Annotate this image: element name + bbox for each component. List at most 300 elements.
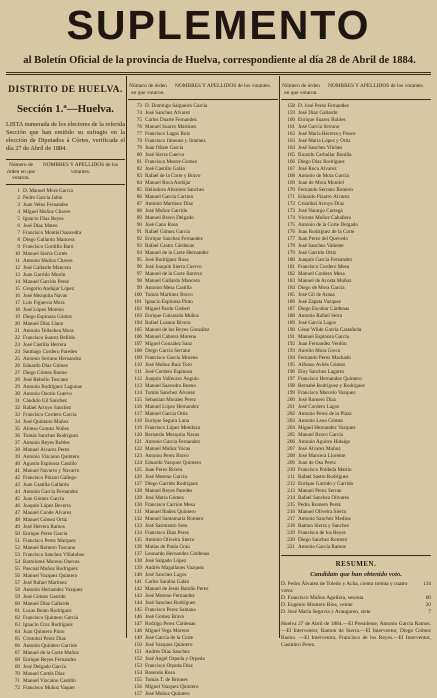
voter-row bbox=[128, 397, 278, 404]
voter-name: D. José Perez Fernandez bbox=[298, 103, 349, 109]
voter-row bbox=[6, 391, 125, 398]
voter-name: José Gallardo Mancera bbox=[23, 264, 71, 271]
voter-name: Rodrigo Perez Cárdenas bbox=[145, 621, 196, 627]
voter-name: Francisco Montiel Saavedra bbox=[23, 229, 82, 236]
voter-number: 18 bbox=[14, 306, 20, 313]
voter-number: 83 bbox=[136, 173, 142, 179]
voter-name: Enrique Sanchez Fernandez bbox=[145, 236, 203, 242]
voter-row bbox=[128, 509, 278, 516]
voter-number: 130 bbox=[134, 502, 142, 508]
voter-row bbox=[6, 377, 125, 384]
voter-name: Lucas Beato Rodríguez bbox=[23, 607, 72, 614]
voter-number: 122 bbox=[134, 446, 142, 452]
voter-name: Manuel Sierra Cortés bbox=[23, 250, 68, 257]
voter-row bbox=[6, 286, 125, 293]
voter-number: 156 bbox=[134, 684, 142, 690]
voter-number: 110 bbox=[134, 362, 142, 368]
voter-number: 91 bbox=[136, 229, 142, 235]
voter-number: 95 bbox=[136, 257, 142, 263]
voter-name: Andrés Magallanes Vazquez bbox=[145, 565, 204, 571]
voter-name: D. Manuel Mora García bbox=[23, 187, 73, 194]
voter-number: 41 bbox=[14, 467, 20, 474]
voter-number: 2 bbox=[17, 194, 20, 201]
voter-row bbox=[6, 475, 125, 482]
voter-number: 32 bbox=[14, 404, 20, 411]
voter-number: 93 bbox=[136, 243, 142, 249]
voter-name: Manuel López Hernandez bbox=[145, 404, 199, 410]
voter-name: Heliodoro Abrantes Sanchez bbox=[145, 187, 205, 193]
voter-number: 216 bbox=[287, 509, 295, 515]
voter-number: 23 bbox=[14, 341, 20, 348]
voter-row bbox=[128, 103, 278, 110]
voter-number: 88 bbox=[136, 208, 142, 214]
voter-row bbox=[128, 523, 278, 530]
voter-row bbox=[281, 208, 431, 215]
voter-number: 89 bbox=[136, 215, 142, 221]
voter-row bbox=[128, 453, 278, 460]
voter-row bbox=[128, 110, 278, 117]
voter-number: 14 bbox=[14, 278, 20, 285]
header-voter-names: NOMBRES Y APELLIDOS de los votantes. bbox=[42, 162, 119, 175]
voter-row bbox=[128, 215, 278, 222]
voter-number: 112 bbox=[134, 376, 142, 382]
voter-row bbox=[128, 439, 278, 446]
voter-number: 12 bbox=[14, 264, 20, 271]
voter-number: 143 bbox=[134, 593, 142, 599]
section-heading: Sección 1.ª—Huelva. bbox=[16, 103, 115, 115]
voter-name: Joaquin Vallecaro Ángulo bbox=[145, 376, 199, 382]
voter-row bbox=[281, 152, 431, 159]
voter-name: Antonio Rafael Serra bbox=[298, 313, 343, 319]
voter-number: 215 bbox=[287, 502, 295, 508]
voter-row bbox=[128, 271, 278, 278]
voter-row bbox=[6, 454, 125, 461]
voter-name: Rafael Lozano Rivera bbox=[145, 320, 191, 326]
voter-name: José Vazquez Quintero bbox=[145, 642, 193, 648]
voter-list-2 bbox=[128, 103, 278, 698]
voter-name: Francisco Poldeda Martin bbox=[298, 467, 352, 473]
voter-name: José Rebollo Toscano bbox=[23, 376, 69, 383]
voter-name: Manuel García Carrion bbox=[145, 194, 194, 200]
voter-name: José María Gómez bbox=[145, 495, 184, 501]
voter-number: 71 bbox=[14, 677, 20, 684]
voter-name: Manuel Santamaria Romero bbox=[145, 516, 204, 522]
voter-number: 214 bbox=[287, 495, 295, 501]
voter-name: Enrique Guisasola Muñoz bbox=[145, 313, 200, 319]
voter-name: Enrique Suarez Robles bbox=[298, 117, 346, 123]
voter-name: José Romero Díaz bbox=[298, 397, 337, 403]
voter-name: Diego Díaz Rodríguez bbox=[298, 159, 345, 165]
voter-row bbox=[6, 468, 125, 475]
voter-name: José García Lagos bbox=[298, 320, 337, 326]
voter-name: Cristóbal Arroyo Díaz bbox=[298, 201, 345, 207]
voter-row bbox=[128, 117, 278, 124]
voter-row bbox=[128, 306, 278, 313]
voter-number: 80 bbox=[136, 152, 142, 158]
voter-number: 140 bbox=[134, 572, 142, 578]
voter-number: 161 bbox=[287, 124, 295, 130]
voter-name: Manuel Navarro y Navarro bbox=[23, 467, 80, 474]
voter-row bbox=[281, 187, 431, 194]
voter-row bbox=[128, 404, 278, 411]
voter-name: Antonio Garcia Fernandez bbox=[23, 488, 79, 495]
voter-row bbox=[6, 664, 125, 671]
voter-number: 153 bbox=[134, 663, 142, 669]
voter-number: 183 bbox=[287, 278, 295, 284]
voter-row bbox=[281, 516, 431, 523]
voter-name: Pedro García Jalón bbox=[23, 194, 63, 201]
voter-number: 85 bbox=[136, 187, 142, 193]
voter-row bbox=[6, 538, 125, 545]
voter-name: Francisco Perez Marquez bbox=[23, 537, 76, 544]
column-1 bbox=[6, 77, 125, 692]
voter-row bbox=[128, 131, 278, 138]
voter-row bbox=[6, 202, 125, 209]
voter-name: Sebastian Morales Perez bbox=[145, 397, 196, 403]
voter-number: 186 bbox=[287, 299, 295, 305]
voter-name: Bernabé Rodríguez y Rodríguez bbox=[298, 383, 365, 389]
column-divider-1 bbox=[126, 76, 127, 638]
voter-name: José Cano Rosa bbox=[145, 222, 178, 228]
voter-name: Agustin Espinosa Castillo bbox=[23, 460, 77, 467]
voter-name: José Díaz Gallardo bbox=[298, 110, 338, 116]
voter-row bbox=[281, 180, 431, 187]
voter-row bbox=[128, 376, 278, 383]
voter-row bbox=[281, 327, 431, 334]
voter-number: 120 bbox=[134, 432, 142, 438]
voter-number: 44 bbox=[14, 488, 20, 495]
voter-number: 220 bbox=[287, 537, 295, 543]
voter-name: Fernando Serrano Romero bbox=[298, 187, 354, 193]
candidate-votes: 20 bbox=[425, 602, 431, 608]
voter-number: 57 bbox=[14, 579, 20, 586]
voter-row bbox=[6, 244, 125, 251]
voter-row bbox=[6, 503, 125, 510]
voter-row bbox=[6, 594, 125, 601]
voter-number: 146 bbox=[134, 614, 142, 620]
candidate-results bbox=[281, 581, 431, 616]
candidate-row bbox=[281, 609, 431, 616]
voter-row bbox=[128, 278, 278, 285]
voter-number: 147 bbox=[134, 621, 142, 627]
top-rule-thin bbox=[6, 74, 431, 75]
voter-number: 8 bbox=[17, 236, 20, 243]
voter-number: 218 bbox=[287, 523, 295, 529]
voter-name: Rafael Gómez García bbox=[145, 229, 190, 235]
voter-row bbox=[128, 187, 278, 194]
voter-row bbox=[281, 418, 431, 425]
voter-number: 128 bbox=[134, 488, 142, 494]
voter-number: 113 bbox=[134, 383, 142, 389]
voter-row bbox=[128, 180, 278, 187]
voter-row bbox=[128, 243, 278, 250]
candidate-votes: 7 bbox=[428, 609, 431, 615]
voter-name: Alonso Gomez Núñez bbox=[23, 425, 70, 432]
voter-row bbox=[281, 138, 431, 145]
voter-number: 54 bbox=[14, 558, 20, 565]
header-order-number: Número de órden en que votaron. bbox=[7, 162, 35, 181]
voter-number: 160 bbox=[287, 117, 295, 123]
voter-number: 149 bbox=[134, 635, 142, 641]
voter-name: Rafael Castro Cárdenas bbox=[145, 243, 194, 249]
voter-row bbox=[281, 495, 431, 502]
voter-row bbox=[128, 649, 278, 656]
voter-row bbox=[281, 383, 431, 390]
voter-row bbox=[281, 502, 431, 509]
voter-row bbox=[128, 124, 278, 131]
voter-number: 50 bbox=[14, 530, 20, 537]
voter-row bbox=[128, 285, 278, 292]
voter-row bbox=[6, 482, 125, 489]
voter-name: José Sanchez Rodríguez bbox=[145, 600, 196, 606]
voter-row bbox=[128, 502, 278, 509]
voter-row bbox=[128, 222, 278, 229]
voter-number: 78 bbox=[136, 138, 142, 144]
voter-row bbox=[6, 524, 125, 531]
voter-row bbox=[6, 384, 125, 391]
voter-name: José López Moreno bbox=[23, 306, 64, 313]
voter-number: 26 bbox=[14, 362, 20, 369]
voter-row bbox=[128, 663, 278, 670]
voter-row bbox=[128, 516, 278, 523]
voter-number: 25 bbox=[14, 355, 20, 362]
voter-name: Antonio Muñoz Chaves bbox=[23, 257, 73, 264]
voter-name: Manuel Bravo García bbox=[298, 432, 343, 438]
voter-row bbox=[128, 670, 278, 677]
voter-number: 3 bbox=[17, 201, 20, 208]
voter-row bbox=[6, 510, 125, 517]
voter-number: 131 bbox=[134, 509, 142, 515]
voter-name: José Sanchez Vilches bbox=[298, 145, 343, 151]
voter-name: Diego Garrido Rodríguez bbox=[145, 481, 199, 487]
voter-number: 16 bbox=[14, 292, 20, 299]
voter-row bbox=[6, 587, 125, 594]
voter-number: 137 bbox=[134, 551, 142, 557]
voter-name: Juan de Mora Montiel bbox=[298, 180, 344, 186]
voter-row bbox=[128, 481, 278, 488]
voter-number: 178 bbox=[287, 243, 295, 249]
voter-number: 165 bbox=[287, 152, 295, 158]
voter-row bbox=[6, 300, 125, 307]
candidate-name: D. Pedro Álvarez de Toledo y Acha, ciento treinta y cuatro votos bbox=[281, 581, 408, 594]
voter-name: Manuel Oliveira Sierra bbox=[298, 509, 346, 515]
voter-number: 213 bbox=[287, 488, 295, 494]
voter-name: Joaquín López Becerra bbox=[23, 502, 71, 509]
voter-name: Ignacio Espinosa Pinto bbox=[145, 299, 193, 305]
summary-title: RESUMEN. bbox=[335, 560, 377, 568]
voter-name: José Delgado García bbox=[23, 663, 66, 670]
voter-row bbox=[128, 229, 278, 236]
voter-name: José Castilla Herrera bbox=[23, 341, 67, 348]
voter-name: Francisco Quintero García bbox=[23, 614, 79, 621]
voter-number: 170 bbox=[287, 187, 295, 193]
voter-number: 134 bbox=[134, 530, 142, 536]
voter-row bbox=[128, 264, 278, 271]
voter-name: Alfonso Avilés Gómez bbox=[298, 362, 346, 368]
voter-number: 136 bbox=[134, 544, 142, 550]
voter-name: José Cordero Espinosa bbox=[145, 369, 193, 375]
voter-name: Bartolomé Moreno Onevas bbox=[23, 558, 80, 565]
voter-row bbox=[6, 531, 125, 538]
voter-number: 195 bbox=[287, 362, 295, 368]
voter-name: Francisco Lagos Ruiz bbox=[145, 131, 191, 137]
voter-number: 102 bbox=[134, 306, 142, 312]
voter-row bbox=[6, 580, 125, 587]
voter-number: 65 bbox=[14, 635, 20, 642]
voter-number: 108 bbox=[134, 348, 142, 354]
voter-number: 205 bbox=[287, 432, 295, 438]
voter-number: 22 bbox=[14, 334, 20, 341]
voter-number: 138 bbox=[134, 558, 142, 564]
voter-name: Antonio Quintero Garrido bbox=[23, 642, 78, 649]
voter-number: 174 bbox=[287, 215, 295, 221]
voter-row bbox=[128, 579, 278, 586]
voter-number: 158 bbox=[287, 103, 295, 109]
voter-row bbox=[281, 453, 431, 460]
voter-name: Juan Oñate García bbox=[145, 145, 184, 151]
voter-name: Rafael de la Corte y Bravo bbox=[145, 173, 201, 179]
voter-row bbox=[6, 615, 125, 622]
voter-list-1 bbox=[6, 188, 125, 692]
voter-row bbox=[6, 419, 125, 426]
voter-number: 199 bbox=[287, 390, 295, 396]
voter-name: José Angel Orpeda y Orpeda bbox=[145, 656, 205, 662]
voter-row bbox=[128, 138, 278, 145]
voter-name: Francisco de los Reyes bbox=[298, 530, 346, 536]
voter-number: 176 bbox=[287, 229, 295, 235]
voter-number: 61 bbox=[14, 607, 20, 614]
voter-name: José Muñoz Garrido bbox=[145, 208, 188, 214]
column-2 bbox=[128, 77, 278, 698]
voter-name: Francisco Muñoz Vaquer bbox=[23, 684, 76, 691]
voter-number: 148 bbox=[134, 628, 142, 634]
voter-name: José Mancera Llorente bbox=[298, 453, 346, 459]
voter-row bbox=[6, 447, 125, 454]
voter-number: 39 bbox=[14, 453, 20, 460]
voter-name: Manuel Álvarez Perez bbox=[23, 446, 70, 453]
voter-number: 114 bbox=[134, 390, 142, 396]
voter-name: Antonio Martinez Díaz bbox=[145, 201, 194, 207]
voter-name: Santiago Cordero Paredes bbox=[23, 348, 77, 355]
voter-number: 119 bbox=[134, 425, 142, 431]
voter-name: Enrique Reyes Fernandez bbox=[23, 656, 77, 663]
voter-name: Joaquín García Fernandez bbox=[298, 257, 353, 263]
voter-row bbox=[6, 279, 125, 286]
voter-name: José García de la Corte bbox=[145, 635, 194, 641]
voter-number: 139 bbox=[134, 565, 142, 571]
voter-number: 192 bbox=[287, 341, 295, 347]
voter-row bbox=[281, 278, 431, 285]
voter-name: Rafael Sanchez Olivares bbox=[298, 495, 349, 501]
voter-number: 127 bbox=[134, 481, 142, 487]
voter-number: 60 bbox=[14, 600, 20, 607]
voter-row bbox=[128, 565, 278, 572]
voter-row bbox=[128, 334, 278, 341]
voter-name: Francisco Hernandez Quintero bbox=[298, 376, 362, 382]
voter-number: 53 bbox=[14, 551, 20, 558]
voter-number: 197 bbox=[287, 376, 295, 382]
voter-number: 125 bbox=[134, 467, 142, 473]
voter-row bbox=[6, 657, 125, 664]
voter-number: 27 bbox=[14, 369, 20, 376]
voter-number: 194 bbox=[287, 355, 295, 361]
voter-name: Manuel Díaz Gallardo bbox=[23, 600, 70, 607]
voter-name: Antonio Osorio Cuervo bbox=[23, 390, 72, 397]
voter-number: 17 bbox=[14, 299, 20, 306]
voter-name: Francisco García Moreno bbox=[145, 355, 199, 361]
voter-row bbox=[281, 355, 431, 362]
voter-name: José Sanchez Lagos bbox=[145, 572, 187, 578]
voter-row bbox=[128, 348, 278, 355]
voter-name: Manuel Reyes Paredes bbox=[145, 488, 193, 494]
voter-row bbox=[128, 691, 278, 698]
voter-number: 115 bbox=[134, 397, 142, 403]
voter-number: 10 bbox=[14, 250, 20, 257]
voter-number: 202 bbox=[287, 411, 295, 417]
voter-name: Manuel Cordero Mesa bbox=[298, 271, 345, 277]
voter-number: 28 bbox=[14, 376, 20, 383]
voter-row bbox=[281, 131, 431, 138]
voter-row bbox=[6, 433, 125, 440]
voter-row bbox=[128, 474, 278, 481]
voter-name: Antonio de Mora García bbox=[298, 173, 349, 179]
voter-name: José María López y Ortiz bbox=[298, 138, 351, 144]
voter-row bbox=[281, 173, 431, 180]
voter-number: 67 bbox=[14, 649, 20, 656]
voter-number: 173 bbox=[287, 208, 295, 214]
voter-row bbox=[281, 397, 431, 404]
voter-row bbox=[281, 425, 431, 432]
voter-row bbox=[128, 558, 278, 565]
voter-name: Enrique Garrido y Garrido bbox=[298, 481, 354, 487]
header-voter-names: NOMBRES Y APELLIDOS de los votantes. bbox=[327, 83, 425, 89]
voter-number: 157 bbox=[134, 691, 142, 697]
column-1-header bbox=[6, 159, 125, 185]
voter-name: Cándido Gil Sanchez bbox=[23, 397, 68, 404]
voter-number: 55 bbox=[14, 565, 20, 572]
voter-number: 72 bbox=[14, 684, 20, 691]
voter-name: José Díaz Mateo bbox=[23, 222, 58, 229]
voter-row bbox=[6, 622, 125, 629]
voter-number: 187 bbox=[287, 306, 295, 312]
voter-number: 150 bbox=[134, 642, 142, 648]
voter-row bbox=[281, 117, 431, 124]
voter-number: 77 bbox=[136, 131, 142, 137]
voter-name: Juan Velez Fernandez bbox=[23, 201, 69, 208]
voter-name: Manuel Gallardo Mancera bbox=[145, 278, 200, 284]
voter-name: Cristobal Perez Díaz bbox=[23, 635, 66, 642]
voter-name: Francisco Díaz Perez bbox=[145, 530, 190, 536]
voter-row bbox=[128, 236, 278, 243]
voter-row bbox=[6, 461, 125, 468]
voter-name: Vicente Muñoz Caballero bbox=[298, 215, 352, 221]
voter-number: 34 bbox=[14, 418, 20, 425]
voter-name: Diego Sanchez Romero bbox=[298, 537, 348, 543]
voter-number: 129 bbox=[134, 495, 142, 501]
voter-row bbox=[128, 467, 278, 474]
voter-number: 126 bbox=[134, 474, 142, 480]
voter-number: 103 bbox=[134, 313, 142, 319]
voter-row bbox=[6, 188, 125, 195]
voter-number: 37 bbox=[14, 439, 20, 446]
voter-name: Antonio Perez Bravo bbox=[145, 453, 189, 459]
voter-row bbox=[281, 215, 431, 222]
voter-number: 15 bbox=[14, 285, 20, 292]
voter-number: 24 bbox=[14, 348, 20, 355]
voter-row bbox=[6, 601, 125, 608]
voter-row bbox=[281, 404, 431, 411]
voter-row bbox=[281, 348, 431, 355]
